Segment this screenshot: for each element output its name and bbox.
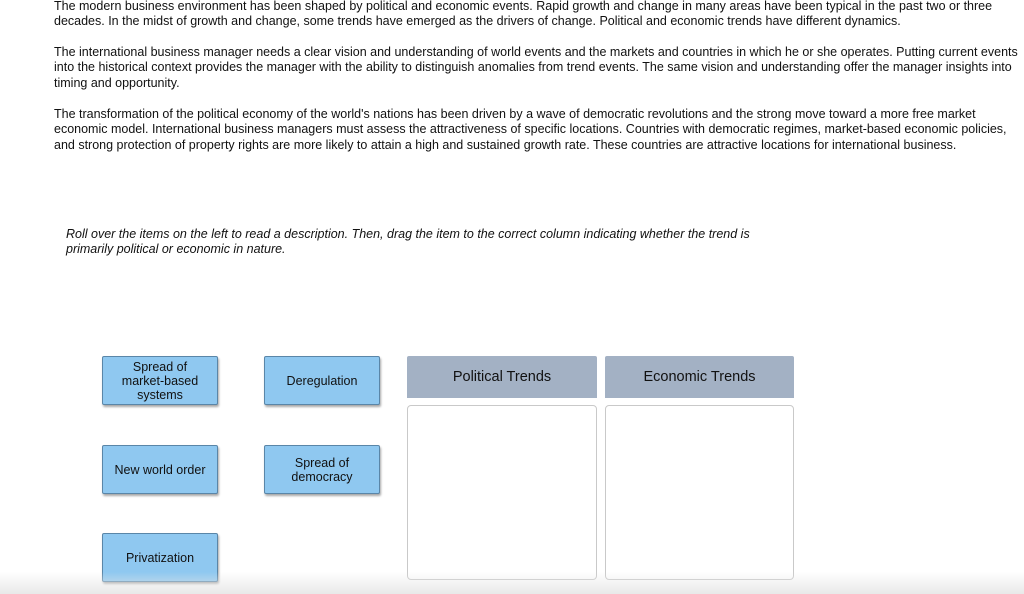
intro-paragraph-1: The modern business environment has been shaped by political and economic events. Rapid growth and change in many areas have been typical in the past two or three decades. In the midst of growth and change, some trends have emerged as the drivers of change. Political and economic trends have different dynamics.: [54, 0, 993, 29]
drag-item-label: Spread of market-based systems: [121, 359, 199, 402]
drag-item-spread-of-market-based-systems[interactable]: [102, 356, 218, 405]
drag-item-new-world-order[interactable]: [102, 445, 218, 494]
drag-item-privatization[interactable]: [102, 533, 218, 582]
drag-item-label: Spread of democracy: [291, 455, 353, 484]
column-header-political: Political Trends: [407, 356, 597, 398]
intro-paragraph-2: The international business manager needs a clear vision and understanding of world events and the markets and countries in which he or she operates. Putting current events into the historical context provides the manager with the ability to distinguish anomalies from trend events. The same vision and understanding offer the manager insights into timing and opportunity.: [54, 45, 1018, 90]
drag-item-deregulation[interactable]: [264, 356, 380, 405]
drop-zone-economic[interactable]: [605, 405, 794, 580]
intro-paragraph-3: The transformation of the political economy of the world's nations has been driven by a wave of democratic revolutions and the strong move toward a more free market economic model. International business managers must assess the attractiveness of specific locations. Countries with democratic regimes, market-based economic policies, and strong protection of property rights are more likely to attain a high and sustained growth rate. These countries are attractive locations for international business.: [54, 107, 1007, 152]
drag-item-label: Privatization: [125, 550, 195, 565]
drag-item-spread-of-democracy[interactable]: [264, 445, 380, 494]
activity-instructions: Roll over the items on the left to read a description. Then, drag the item to the correct column indicating whether the trend is primarily political or economic in nature.: [66, 227, 750, 257]
drag-item-label: New world order: [114, 462, 206, 477]
column-header-economic: Economic Trends: [605, 356, 794, 398]
drop-zone-political[interactable]: [407, 405, 597, 580]
drag-item-label: Deregulation: [286, 373, 358, 388]
